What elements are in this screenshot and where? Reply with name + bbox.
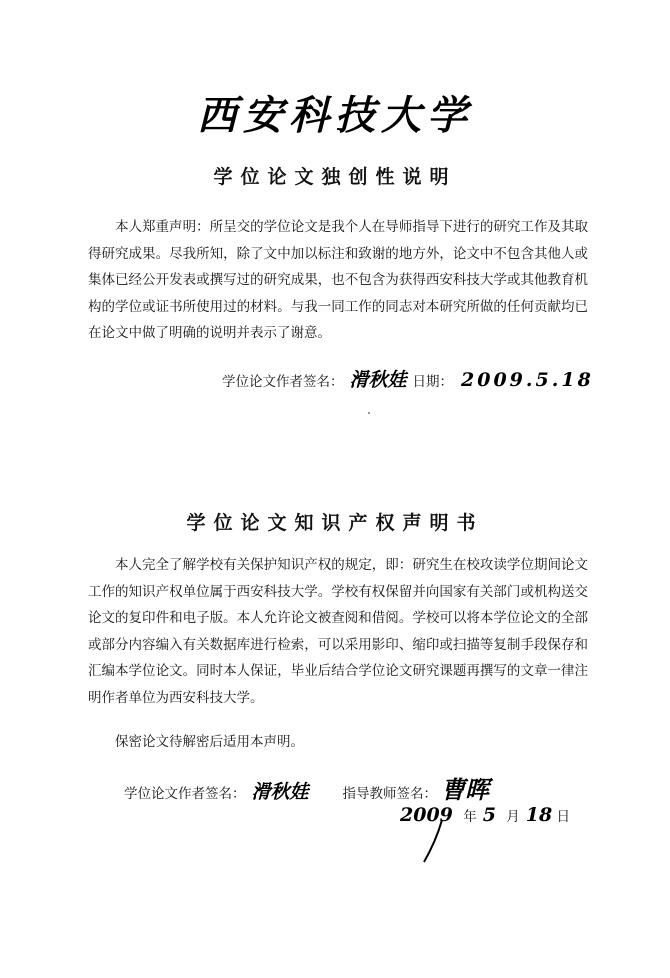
date-day: 18 [525,804,553,826]
ip-body: 本人完全了解学校有关保护知识产权的规定，即：研究生在校攻读学位期间论文工作的知识产权单位属于西安科技大学。学校有权保留并向国家有关部门或机构送交论文的复印件和电子版。本人允许论文被查阅和借阅。学校可以将本学位论文的全部或部分内容编入有关数据库进行检索，可以采用影印、缩印或扫描等复制手段保存和汇编本学位论文。同时本人保证，毕业后结合学位论文研究课题再撰写的文章一律注明作者单位为西安科技大学。 [88,557,588,706]
date-value: 2009.5.18 [461,369,594,391]
scan-dot [368,412,370,414]
date-month: 5 [482,804,496,826]
author-sign-label: 学位论文作者签名： [124,786,246,802]
ip-title: 学位论文知识产权声明书 [186,512,484,534]
month-label: 月 [506,809,520,825]
signature-stroke-mark [418,818,448,864]
day-label: 日 [556,809,570,825]
secret-note: 保密论文待解密后适用本声明。 [115,734,304,750]
university-logo: 西安科技大学 [197,92,473,139]
ip-signature-line [124,770,489,805]
author-signature: 滑秋娃 [349,369,407,391]
date-label: 日期： [412,374,454,390]
date-year: 2009 [400,804,453,826]
originality-signature-line [222,365,594,392]
year-label: 年 [463,809,477,825]
originality-title: 学位论文独创性说明 [213,166,457,188]
advisor-signature: 曹晖 [441,775,490,804]
author-sign-label: 学位论文作者签名： [222,374,344,390]
author-signature: 滑秋娃 [251,781,309,803]
advisor-sign-label: 指导教师签名： [342,786,438,802]
originality-body: 本人郑重声明：所呈交的学位论文是我个人在导师指导下进行的研究工作及其取得研究成果。尽我所知，除了文中加以标注和致谢的地方外，论文中不包含其他人或集体已经公开发表或撰写过的研究成果，也不包含为获得西安科技大学或其他教育机构的学位或证书所使用过的材料。与我一同工作的同志对本研究所做的任何贡献均已在论文中做了明确的说明并表示了谢意。 [88,219,588,341]
